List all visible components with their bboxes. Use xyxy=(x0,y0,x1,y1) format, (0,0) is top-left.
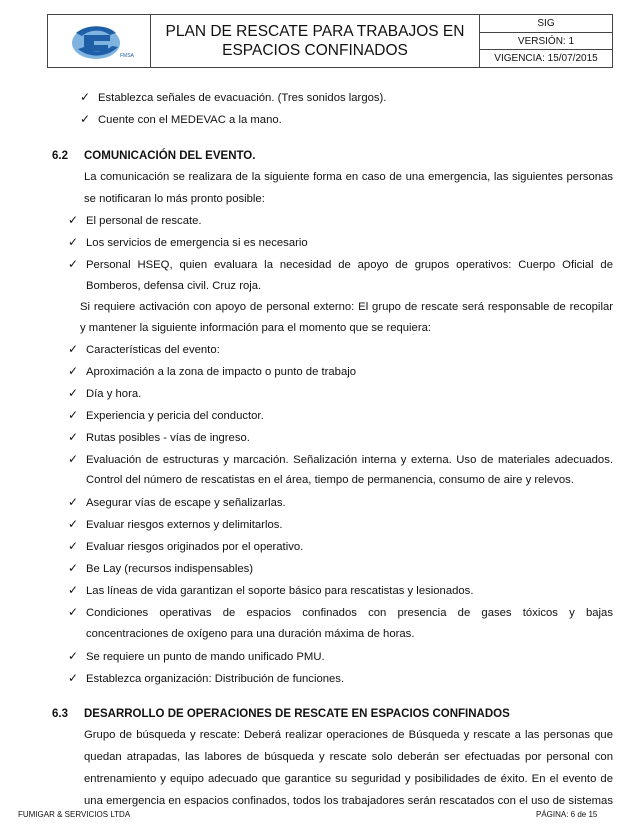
section-title: COMUNICACIÓN DEL EVENTO. xyxy=(84,150,256,162)
paragraph-line: La comunicación se realizara de la siguiente forma en caso de una emergencia, las siguientes personas xyxy=(84,171,613,183)
title-line-1: PLAN DE RESCATE PARA TRABAJOS EN xyxy=(165,23,465,40)
check-item-continuation: Bomberos, defensa civil. Cruz roja. xyxy=(86,280,262,292)
check-item: ✓ Personal HSEQ, quien evaluara la necesidad de apoyo de grupos operativos: Cuerpo Oficial de xyxy=(68,257,613,271)
check-item: ✓ Rutas posibles - vías de ingreso. xyxy=(68,430,250,444)
checkmark-icon: ✓ xyxy=(80,90,91,104)
check-item-continuation: concentraciones de oxígeno para una duración máxima de horas. xyxy=(86,628,415,640)
check-item: ✓ Aproximación a la zona de impacto o punto de trabajo xyxy=(68,364,357,378)
paragraph-line: entrenamiento y equipo adecuado que garantice su seguridad y posibilidades de éxito. En el evento de xyxy=(84,773,613,785)
footer-page-number: PÁGINA: 6 de 15 xyxy=(536,810,598,819)
checkmark-icon: ✓ xyxy=(68,430,79,444)
paragraph-line: Si requiere activación con apoyo de personal externo: El grupo de rescate será responsable de recopilar xyxy=(80,301,613,313)
checkmark-icon: ✓ xyxy=(80,112,91,126)
logo-cell xyxy=(48,15,151,67)
section-number: 6.3 xyxy=(52,708,68,720)
checkmark-icon: ✓ xyxy=(68,539,79,553)
check-item: ✓ Condiciones operativas de espacios confinados con presencia de gases tóxicos y bajas xyxy=(68,605,613,619)
company-logo xyxy=(64,19,134,63)
check-item: ✓ Evaluar riesgos originados por el operativo. xyxy=(68,539,304,553)
checkmark-icon: ✓ xyxy=(68,342,79,356)
paragraph-line: se notificaran lo más pronto posible: xyxy=(84,193,265,205)
vigencia-label: VIGENCIA: 15/07/2015 xyxy=(494,53,598,65)
checkmark-icon: ✓ xyxy=(68,671,79,685)
checkmark-icon: ✓ xyxy=(68,517,79,531)
checkmark-icon: ✓ xyxy=(68,649,79,663)
checkmark-icon: ✓ xyxy=(68,452,79,466)
check-item: ✓ Establezca señales de evacuación. (Tres sonidos largos). xyxy=(80,90,387,104)
paragraph-line: Grupo de búsqueda y rescate: Deberá realizar operaciones de Búsqueda y rescate a las personas que xyxy=(84,729,613,741)
check-item: ✓ Los servicios de emergencia si es necesario xyxy=(68,235,308,249)
checkmark-icon: ✓ xyxy=(68,408,79,422)
document-title xyxy=(151,15,480,67)
svg-text:FMSA: FMSA xyxy=(120,53,134,59)
checkmark-icon: ✓ xyxy=(68,213,79,227)
title-line-2: ESPACIOS CONFINADOS xyxy=(222,42,408,59)
check-item: ✓ Características del evento: xyxy=(68,342,220,356)
paragraph-line: quedan atrapadas, las labores de búsqueda y rescate solo deberán ser efectuadas por personal con xyxy=(84,751,613,763)
check-item: ✓ Cuente con el MEDEVAC a la mano. xyxy=(80,112,282,126)
check-item: ✓ Evaluación de estructuras y marcación. Señalización interna y externa. Uso de materiales adecuados. xyxy=(68,452,613,466)
sig-label: SIG xyxy=(480,15,612,33)
check-item: ✓ Experiencia y pericia del conductor. xyxy=(68,408,264,422)
check-item: ✓ Establezca organización: Distribución de funciones. xyxy=(68,671,345,685)
check-item: ✓ Evaluar riesgos externos y delimitarlos. xyxy=(68,517,283,531)
paragraph-line: una emergencia en espacios confinados, todos los trabajadores serán rescatados con el uso de sistemas xyxy=(84,795,613,807)
check-item: ✓ Asegurar vías de escape y señalizarlas. xyxy=(68,495,286,509)
checkmark-icon: ✓ xyxy=(68,605,79,619)
checkmark-icon: ✓ xyxy=(68,235,79,249)
section-number: 6.2 xyxy=(52,150,68,162)
checkmark-icon: ✓ xyxy=(68,495,79,509)
footer-company: FUMIGAR & SERVICIOS LTDA xyxy=(18,810,131,819)
check-item: ✓ El personal de rescate. xyxy=(68,213,202,227)
paragraph-line: y mantener la siguiente información para el momento que se requiera: xyxy=(80,322,432,334)
checkmark-icon: ✓ xyxy=(68,583,79,597)
check-item: ✓ Las líneas de vida garantizan el soporte básico para rescatistas y lesionados. xyxy=(68,583,474,597)
document-header xyxy=(47,14,613,68)
checkmark-icon: ✓ xyxy=(68,561,79,575)
checkmark-icon: ✓ xyxy=(68,364,79,378)
checkmark-icon: ✓ xyxy=(68,386,79,400)
checkmark-icon: ✓ xyxy=(68,257,79,271)
check-item: ✓ Se requiere un punto de mando unificado PMU. xyxy=(68,649,325,663)
check-item: ✓ Día y hora. xyxy=(68,386,142,400)
check-item: ✓ Be Lay (recursos indispensables) xyxy=(68,561,254,575)
document-meta xyxy=(480,15,612,67)
version-label: VERSIÓN: 1 xyxy=(480,33,612,51)
check-item-continuation: Control del número de rescatistas en el área, tiempo de permanencia, consumo de aire y relevos. xyxy=(86,474,574,486)
section-title: DESARROLLO DE OPERACIONES DE RESCATE EN ESPACIOS CONFINADOS xyxy=(84,708,510,720)
